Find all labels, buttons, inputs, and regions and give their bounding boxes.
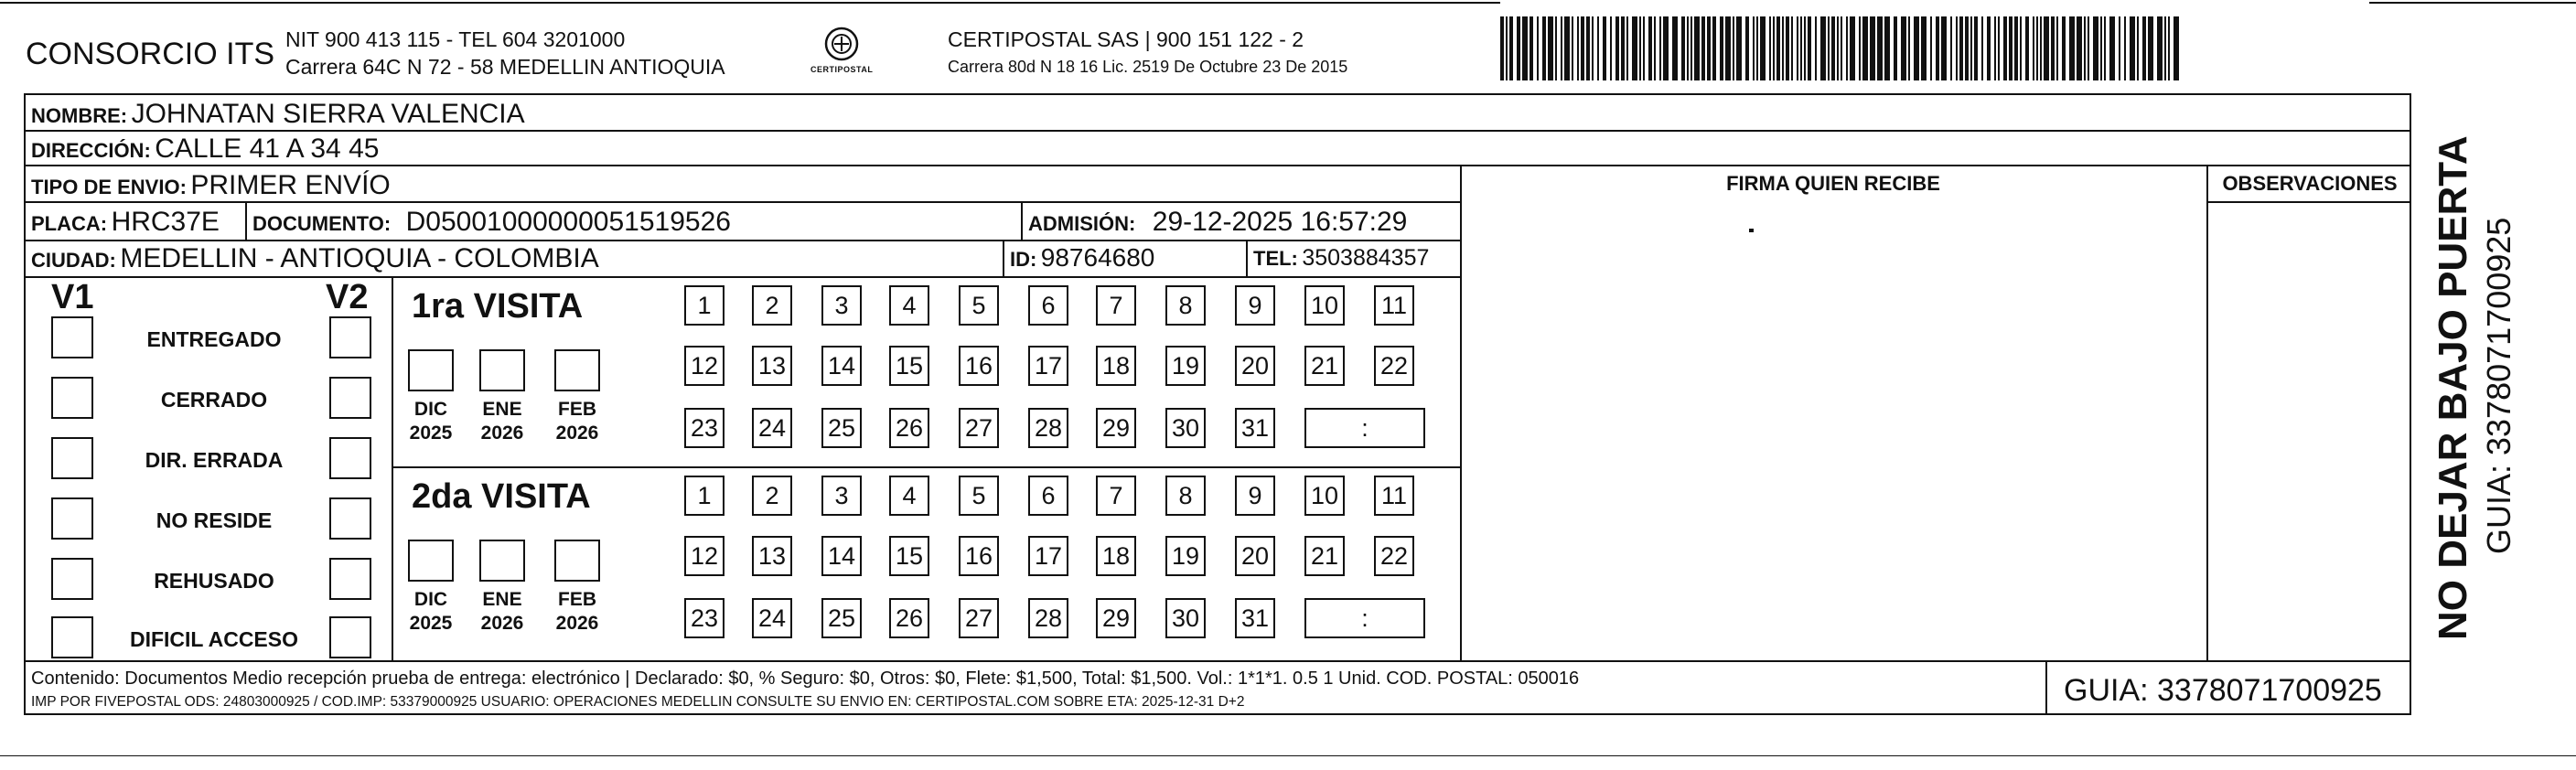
barcode-bar: [1561, 16, 1562, 80]
bottom-rule: [0, 755, 2576, 756]
barcode-bar: [1773, 16, 1775, 80]
day-box[interactable]: 31: [1235, 408, 1275, 448]
day-box[interactable]: 26: [889, 598, 929, 638]
barcode-bar: [1639, 16, 1641, 80]
status-label: CERRADO: [160, 388, 268, 412]
day-box[interactable]: 12: [684, 536, 724, 576]
tel-label: TEL:: [1253, 247, 1298, 270]
v2-header: V2: [326, 278, 369, 316]
day-box[interactable]: 3: [821, 285, 862, 326]
placa-label: PLACA:: [31, 212, 108, 235]
top-rule: [0, 2, 1500, 4]
barcode-bar: [1956, 16, 1958, 80]
day-box[interactable]: 7: [1096, 285, 1136, 326]
barcode-bar: [1769, 16, 1771, 80]
barcode-bar: [1572, 16, 1573, 80]
carrier-address: Carrera 80d N 18 16 Lic. 2519 De Octubre 23 De 2015: [948, 58, 1348, 76]
barcode-bar: [1659, 16, 1661, 80]
month-label: ENE: [482, 589, 522, 610]
day-box[interactable]: 4: [889, 476, 929, 516]
month-label: FEB: [558, 589, 596, 610]
barcode-bar: [1687, 16, 1689, 80]
barcode-bar: [2003, 16, 2007, 80]
barcode-bar: [1894, 16, 1897, 80]
tel-value: 3503884357: [1302, 245, 1430, 271]
barcode-bar: [1615, 16, 1619, 80]
barcode: [1500, 16, 2183, 80]
month-label: DIC: [413, 399, 448, 420]
day-box[interactable]: 6: [1028, 476, 1068, 516]
year-label: 2026: [555, 613, 599, 634]
barcode-bar: [1555, 16, 1557, 80]
v2-checkbox[interactable]: [329, 558, 371, 600]
barcode-bar: [1648, 16, 1652, 80]
day-box[interactable]: 21: [1304, 536, 1345, 576]
barcode-bar: [1542, 16, 1546, 80]
day-box[interactable]: 18: [1096, 346, 1136, 386]
barcode-bar: [1837, 16, 1839, 80]
barcode-bar: [1782, 16, 1784, 80]
day-box[interactable]: 15: [889, 346, 929, 386]
v2-checkbox[interactable]: [329, 616, 371, 658]
barcode-bar: [1756, 16, 1758, 80]
barcode-bar: [1828, 16, 1830, 80]
barcode-bar: [1753, 16, 1755, 80]
barcode-bar: [1804, 16, 1806, 80]
day-box[interactable]: 21: [1304, 346, 1345, 386]
barcode-bar: [1786, 16, 1789, 80]
placa-field: [31, 209, 220, 236]
row-divider: [24, 276, 1460, 278]
barcode-bar: [2130, 16, 2135, 80]
row-divider: [2206, 201, 2411, 203]
day-box[interactable]: 25: [821, 408, 862, 448]
day-box[interactable]: 13: [752, 346, 792, 386]
barcode-bar: [1987, 16, 1991, 80]
id-value: 98764680: [1040, 243, 1155, 272]
barcode-bar: [1831, 16, 1835, 80]
tipo-envio-field: [31, 172, 391, 199]
barcode-bar: [1522, 16, 1528, 80]
day-box[interactable]: 27: [959, 408, 999, 448]
v1-checkbox[interactable]: [51, 316, 93, 358]
barcode-bar: [2104, 16, 2106, 80]
status-label: REHUSADO: [154, 569, 274, 593]
barcode-bar: [1621, 16, 1625, 80]
barcode-bar: [1701, 16, 1705, 80]
company-name: CONSORCIO ITS: [26, 37, 275, 71]
day-box[interactable]: 11: [1374, 476, 1414, 516]
logo-text: CERTIPOSTAL: [810, 65, 874, 74]
barcode-bar: [1537, 16, 1539, 80]
barcode-bar: [1663, 16, 1669, 80]
barcode-bar: [2119, 16, 2120, 80]
col-divider: [1246, 240, 1248, 276]
footer-guia: GUIA: 3378071700925: [2064, 673, 2382, 708]
v1-checkbox[interactable]: [51, 377, 93, 419]
day-box[interactable]: 6: [1028, 285, 1068, 326]
status-label: NO RESIDE: [156, 508, 273, 532]
v1-checkbox[interactable]: [51, 558, 93, 600]
col-divider: [2206, 165, 2208, 660]
barcode-bar: [1736, 16, 1742, 80]
direccion-value: CALLE 41 A 34 45: [155, 134, 380, 164]
documento-label: DOCUMENTO:: [252, 212, 392, 235]
barcode-bar: [1901, 16, 1906, 80]
barcode-bar: [2036, 16, 2038, 80]
day-box[interactable]: 26: [889, 408, 929, 448]
time-box[interactable]: :: [1304, 408, 1425, 448]
row-divider: [24, 201, 1460, 203]
barcode-bar: [2137, 16, 2139, 80]
day-box[interactable]: 10: [1304, 285, 1345, 326]
top-rule-right: [2369, 2, 2576, 4]
admision-label: ADMISIÓN:: [1028, 212, 1136, 235]
barcode-bar: [1884, 16, 1890, 80]
barcode-bar: [1592, 16, 1594, 80]
day-box[interactable]: 22: [1374, 536, 1414, 576]
company-nit: NIT 900 413 115 - TEL 604 3201000: [285, 27, 626, 51]
month-label: DIC: [413, 589, 448, 610]
barcode-bar: [1603, 16, 1606, 80]
barcode-bar: [1965, 16, 1969, 80]
day-box[interactable]: 2: [752, 476, 792, 516]
barcode-bar: [2056, 16, 2058, 80]
month-checkbox[interactable]: [408, 540, 454, 582]
barcode-bar: [1564, 16, 1570, 80]
barcode-bar: [1548, 16, 1553, 80]
id-field: [1010, 245, 1154, 271]
col-divider: [1460, 165, 1462, 660]
day-box[interactable]: 4: [889, 285, 929, 326]
day-box[interactable]: 7: [1096, 476, 1136, 516]
barcode-bar: [1859, 16, 1861, 80]
barcode-bar: [1877, 16, 1883, 80]
barcode-bar: [1733, 16, 1734, 80]
admision-value: 29-12-2025 16:57:29: [1152, 207, 1408, 237]
day-box[interactable]: 31: [1235, 598, 1275, 638]
year-label: 2026: [480, 613, 524, 634]
day-box[interactable]: 9: [1235, 476, 1275, 516]
barcode-bar: [1808, 16, 1811, 80]
day-box[interactable]: 23: [684, 408, 724, 448]
barcode-bar: [2109, 16, 2115, 80]
barcode-bar: [1720, 16, 1723, 80]
barcode-bar: [1632, 16, 1637, 80]
barcode-bar: [2157, 16, 2163, 80]
barcode-bar: [1597, 16, 1599, 80]
day-box[interactable]: 29: [1096, 408, 1136, 448]
nombre-field: [31, 101, 525, 128]
barcode-bar: [1998, 16, 2000, 80]
contenido-text: Contenido: Documentos Medio recepción prueba de entrega: electrónico | Declarado: $0, % Seguro: $0, Otros: $0, Flete: $1,500, Total: $1,500. Vol.: 1*1*1. 0.5 1 Unid. COD. POSTAL: 050016: [31, 668, 1580, 689]
row-divider: [24, 240, 1460, 241]
barcode-bar: [2044, 16, 2049, 80]
side-guia-text: GUIA: 3378071700925: [2480, 217, 2517, 554]
barcode-bar: [1690, 16, 1692, 80]
barcode-bar: [1694, 16, 1700, 80]
v1-checkbox[interactable]: [51, 497, 93, 540]
barcode-bar: [1870, 16, 1875, 80]
barcode-bar: [1586, 16, 1590, 80]
barcode-bar: [1846, 16, 1848, 80]
barcode-bar: [2100, 16, 2102, 80]
day-box[interactable]: 1: [684, 285, 724, 326]
month-checkbox[interactable]: [479, 349, 525, 391]
barcode-bar: [1776, 16, 1780, 80]
barcode-bar: [1820, 16, 1826, 80]
nombre-value: JOHNATAN SIERRA VALENCIA: [131, 99, 525, 129]
barcode-bar: [2142, 16, 2146, 80]
imp-text: IMP POR FIVEPOSTAL ODS: 24803000925 / COD.IMP: 53379000925 USUARIO: OPERACIONES MEDELLIN CONSULTE SU ENVIO EN: CERTIPOSTAL.COM SOBRE ETA: 2025-12-31 D+2: [31, 694, 1245, 710]
year-label: 2026: [480, 422, 524, 444]
barcode-bar: [2174, 16, 2179, 80]
barcode-bar: [1725, 16, 1731, 80]
barcode-bar: [1654, 16, 1656, 80]
v2-checkbox[interactable]: [329, 377, 371, 419]
day-box[interactable]: 15: [889, 536, 929, 576]
day-box[interactable]: 11: [1374, 285, 1414, 326]
barcode-bar: [2033, 16, 2034, 80]
barcode-bar: [1672, 16, 1678, 80]
barcode-bar: [1577, 16, 1579, 80]
barcode-bar: [1707, 16, 1711, 80]
barcode-bar: [1681, 16, 1685, 80]
admision-field: [1028, 209, 1407, 236]
barcode-bar: [2088, 16, 2089, 80]
barcode-bar: [1908, 16, 1910, 80]
v1-header: V1: [51, 278, 94, 316]
col-divider: [1003, 240, 1004, 276]
day-box[interactable]: 13: [752, 536, 792, 576]
barcode-bar: [1930, 16, 1932, 80]
barcode-bar: [1797, 16, 1798, 80]
certipostal-logo: [810, 24, 874, 79]
day-box[interactable]: 28: [1028, 408, 1068, 448]
visit-2-title: 2da VISITA: [412, 477, 591, 516]
day-box[interactable]: 18: [1096, 536, 1136, 576]
day-box[interactable]: 2: [752, 285, 792, 326]
tel-field: [1253, 247, 1429, 270]
barcode-bar: [1841, 16, 1842, 80]
visit-divider: [392, 466, 1460, 468]
v2-checkbox[interactable]: [329, 497, 371, 540]
day-box[interactable]: 19: [1165, 346, 1206, 386]
barcode-bar: [2009, 16, 2012, 80]
day-box[interactable]: 19: [1165, 536, 1206, 576]
barcode-bar: [2051, 16, 2055, 80]
time-box[interactable]: :: [1304, 598, 1425, 638]
documento-value: D05001000000051519526: [405, 207, 731, 237]
barcode-bar: [1850, 16, 1855, 80]
carrier-name: CERTIPOSTAL SAS | 900 151 122 - 2: [948, 27, 1304, 51]
barcode-bar: [1626, 16, 1628, 80]
barcode-bar: [1862, 16, 1868, 80]
day-box[interactable]: 30: [1165, 598, 1206, 638]
month-label: FEB: [558, 399, 596, 420]
day-box[interactable]: 29: [1096, 598, 1136, 638]
day-box[interactable]: 28: [1028, 598, 1068, 638]
barcode-bar: [1815, 16, 1817, 80]
barcode-bar: [1959, 16, 1963, 80]
barcode-bar: [1530, 16, 1533, 80]
row-divider: [24, 660, 2411, 662]
status-label: ENTREGADO: [146, 327, 282, 351]
year-label: 2026: [555, 422, 599, 444]
day-box[interactable]: 25: [821, 598, 862, 638]
barcode-bar: [2168, 16, 2170, 80]
signature-mark: [1749, 229, 1754, 232]
barcode-bar: [1712, 16, 1716, 80]
day-box[interactable]: 17: [1028, 346, 1068, 386]
barcode-bar: [1994, 16, 1996, 80]
barcode-bar: [1745, 16, 1749, 80]
day-box[interactable]: 20: [1235, 536, 1275, 576]
status-label: DIFICIL ACCESO: [129, 627, 298, 651]
direccion-field: [31, 135, 379, 163]
visit-1-title: 1ra VISITA: [412, 287, 584, 326]
day-box[interactable]: 8: [1165, 285, 1206, 326]
barcode-bar: [1914, 16, 1919, 80]
tipo-envio-value: PRIMER ENVÍO: [190, 170, 391, 200]
day-box[interactable]: 14: [821, 346, 862, 386]
barcode-bar: [2014, 16, 2018, 80]
barcode-bar: [1643, 16, 1645, 80]
day-box[interactable]: 30: [1165, 408, 1206, 448]
day-box[interactable]: 9: [1235, 285, 1275, 326]
status-label: DIR. ERRADA: [145, 448, 284, 472]
month-checkbox[interactable]: [554, 540, 600, 582]
barcode-bar: [1500, 16, 1504, 80]
day-box[interactable]: 14: [821, 536, 862, 576]
barcode-bar: [1921, 16, 1927, 80]
ciudad-value: MEDELLIN - ANTIOQUIA - COLOMBIA: [120, 243, 599, 273]
barcode-bar: [1981, 16, 1983, 80]
v2-checkbox[interactable]: [329, 437, 371, 479]
barcode-bar: [1936, 16, 1939, 80]
id-label: ID:: [1010, 248, 1037, 271]
barcode-bar: [2020, 16, 2022, 80]
row-divider: [24, 130, 2411, 132]
v2-checkbox[interactable]: [329, 316, 371, 358]
col-divider: [245, 201, 247, 240]
nombre-label: NOMBRE:: [31, 104, 128, 127]
v1-checkbox[interactable]: [51, 616, 93, 658]
documento-field: [252, 209, 731, 236]
barcode-bar: [1517, 16, 1520, 80]
barcode-bar: [1970, 16, 1972, 80]
barcode-bar: [1941, 16, 1947, 80]
month-checkbox[interactable]: [554, 349, 600, 391]
year-label: 2025: [409, 422, 453, 444]
barcode-bar: [2025, 16, 2029, 80]
no-dejar-text: NO DEJAR BAJO PUERTA: [2431, 135, 2475, 640]
barcode-bar: [2062, 16, 2066, 80]
row-divider: [24, 165, 2411, 166]
day-box[interactable]: 12: [684, 346, 724, 386]
day-box[interactable]: 1: [684, 476, 724, 516]
tipo-envio-label: TIPO DE ENVIO:: [31, 176, 187, 198]
day-box[interactable]: 24: [752, 598, 792, 638]
barcode-bar: [2148, 16, 2153, 80]
col-divider: [2045, 660, 2047, 715]
barcode-bar: [1950, 16, 1952, 80]
day-box[interactable]: 17: [1028, 536, 1068, 576]
day-box[interactable]: 16: [959, 536, 999, 576]
col-divider: [392, 276, 393, 660]
day-box[interactable]: 10: [1304, 476, 1345, 516]
day-box[interactable]: 8: [1165, 476, 1206, 516]
month-checkbox[interactable]: [479, 540, 525, 582]
day-box[interactable]: 23: [684, 598, 724, 638]
day-box[interactable]: 5: [959, 476, 999, 516]
col-divider: [1021, 201, 1023, 240]
day-box[interactable]: 20: [1235, 346, 1275, 386]
barcode-bar: [2124, 16, 2126, 80]
barcode-bar: [1791, 16, 1793, 80]
barcode-bar: [1506, 16, 1508, 80]
day-box[interactable]: 16: [959, 346, 999, 386]
day-box[interactable]: 27: [959, 598, 999, 638]
barcode-bar: [2084, 16, 2086, 80]
firma-header: FIRMA QUIEN RECIBE: [1726, 172, 1940, 195]
barcode-bar: [1760, 16, 1766, 80]
year-label: 2025: [409, 613, 453, 634]
day-box[interactable]: 22: [1374, 346, 1414, 386]
month-checkbox[interactable]: [408, 349, 454, 391]
barcode-bar: [2040, 16, 2042, 80]
day-box[interactable]: 5: [959, 285, 999, 326]
barcode-bar: [2093, 16, 2098, 80]
v1-checkbox[interactable]: [51, 437, 93, 479]
barcode-bar: [1581, 16, 1584, 80]
month-label: ENE: [482, 399, 522, 420]
barcode-bar: [2164, 16, 2166, 80]
ciudad-label: CIUDAD:: [31, 249, 116, 272]
day-box[interactable]: 3: [821, 476, 862, 516]
company-address: Carrera 64C N 72 - 58 MEDELLIN ANTIOQUIA: [285, 55, 725, 79]
ciudad-field: [31, 245, 599, 273]
barcode-bar: [2077, 16, 2082, 80]
placa-value: HRC37E: [111, 207, 220, 237]
barcode-bar: [1610, 16, 1612, 80]
barcode-bar: [2069, 16, 2075, 80]
observaciones-header: OBSERVACIONES: [2222, 172, 2398, 195]
barcode-bar: [1974, 16, 1978, 80]
barcode-bar: [1800, 16, 1802, 80]
barcode-bar: [1509, 16, 1513, 80]
direccion-label: DIRECCIÓN:: [31, 139, 151, 162]
day-box[interactable]: 24: [752, 408, 792, 448]
